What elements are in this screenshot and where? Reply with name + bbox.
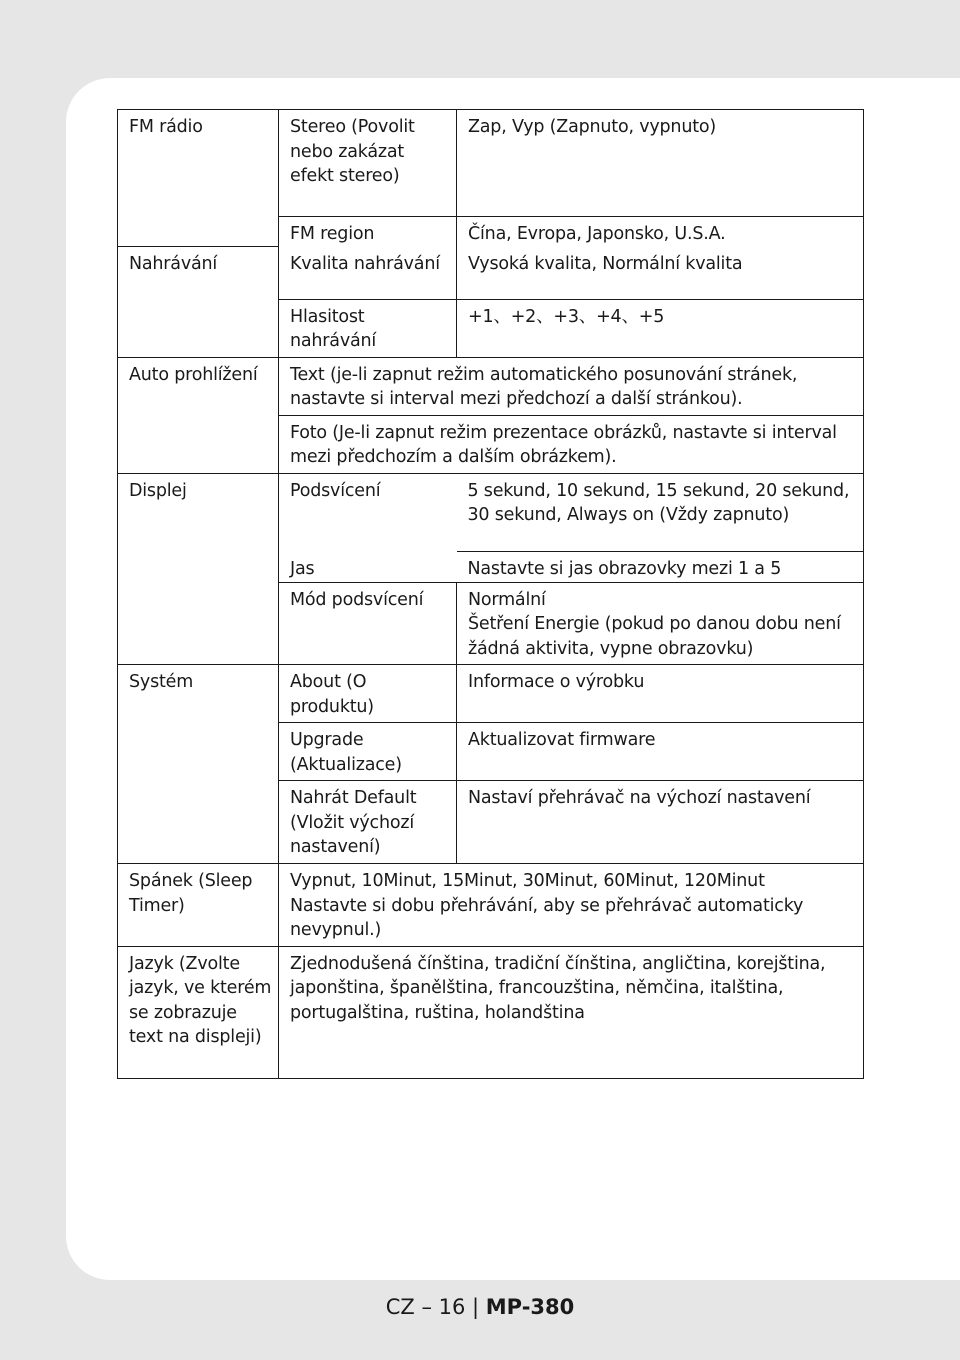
display-brightness-value: Nastavte si jas obrazovky mezi 1 a 5 xyxy=(457,552,864,583)
system-label: Systém xyxy=(118,665,279,864)
sleep-value-note: Nastavte si dobu přehrávání, aby se přehrávač automaticky nevypnul.) xyxy=(290,895,804,940)
display-mode-value-saving: Šetření Energie (pokud po danou dobu není žádná aktivita, vypne obrazovku) xyxy=(468,614,841,659)
fm-stereo-name: Stereo (Povolit nebo zakázat efekt stereo) xyxy=(279,110,457,217)
display-mode-name: Mód podsvícení xyxy=(279,582,457,665)
system-upgrade-value: Aktualizovat firmware xyxy=(457,723,864,781)
sleep-label: Spánek (Sleep Timer) xyxy=(118,864,279,947)
sleep-value xyxy=(279,864,864,947)
fm-label: FM rádio xyxy=(118,110,279,247)
fm-stereo-value: Zap, Vyp (Zapnuto, vypnuto) xyxy=(457,110,864,217)
display-brightness-name: Jas xyxy=(279,552,457,583)
system-default-value: Nastaví přehrávač na výchozí nastavení xyxy=(457,781,864,864)
rec-volume-value: +1、+2、+3、+4、+5 xyxy=(457,299,864,357)
table-row-display-backlight xyxy=(118,473,864,552)
rec-volume-name: Hlasitost nahrávání xyxy=(279,299,457,357)
fm-region-name: FM region xyxy=(279,217,457,247)
table-row-sleep xyxy=(118,864,864,947)
footer-model: MP-380 xyxy=(485,1295,575,1319)
display-label: Displej xyxy=(118,473,279,665)
auto-label: Auto prohlížení xyxy=(118,357,279,473)
system-upgrade-name: Upgrade (Aktualizace) xyxy=(279,723,457,781)
display-mode-value xyxy=(457,582,864,665)
rec-quality-name: Kvalita nahrávání xyxy=(279,247,457,300)
table-row-auto-text xyxy=(118,357,864,415)
language-value: Zjednodušená čínština, tradiční čínština, angličtina, korejština, japonština, španělština, francouzština, němčina, italština, portugalština, ruština, holandština xyxy=(279,946,864,1078)
system-about-name: About (O produktu) xyxy=(279,665,457,723)
rec-quality-value: Vysoká kvalita, Normální kvalita xyxy=(457,247,864,300)
table-row-system-about xyxy=(118,665,864,723)
system-default-name: Nahrát Default (Vložit výchozí nastavení) xyxy=(279,781,457,864)
auto-text-value: Text (je-li zapnut režim automatického posunování stránek, nastavte si interval mezi předchozí a další stránkou). xyxy=(279,357,864,415)
display-mode-value-normal: Normální xyxy=(468,589,546,610)
rec-label: Nahrávání xyxy=(118,247,279,358)
display-backlight-name: Podsvícení xyxy=(279,473,457,552)
table-row-language xyxy=(118,946,864,1078)
page-footer xyxy=(0,1292,960,1322)
settings-table xyxy=(117,109,864,1079)
auto-photo-value: Foto (Je-li zapnut režim prezentace obrázků, nastavte si interval mezi předchozím a dalším obrázkem). xyxy=(279,415,864,473)
footer-page-number: CZ – 16 | xyxy=(385,1295,480,1319)
display-backlight-value: 5 sekund, 10 sekund, 15 sekund, 20 sekund, 30 sekund, Always on (Vždy zapnuto) xyxy=(457,473,864,552)
table-row-fm-stereo xyxy=(118,110,864,217)
system-about-value: Informace o výrobku xyxy=(457,665,864,723)
fm-region-value: Čína, Evropa, Japonsko, U.S.A. xyxy=(457,217,864,247)
language-label: Jazyk (Zvolte jazyk, ve kterém se zobrazuje text na displeji) xyxy=(118,946,279,1078)
table-row-rec-quality xyxy=(118,247,864,300)
sleep-value-options: Vypnut, 10Minut, 15Minut, 30Minut, 60Minut, 120Minut xyxy=(290,871,765,891)
